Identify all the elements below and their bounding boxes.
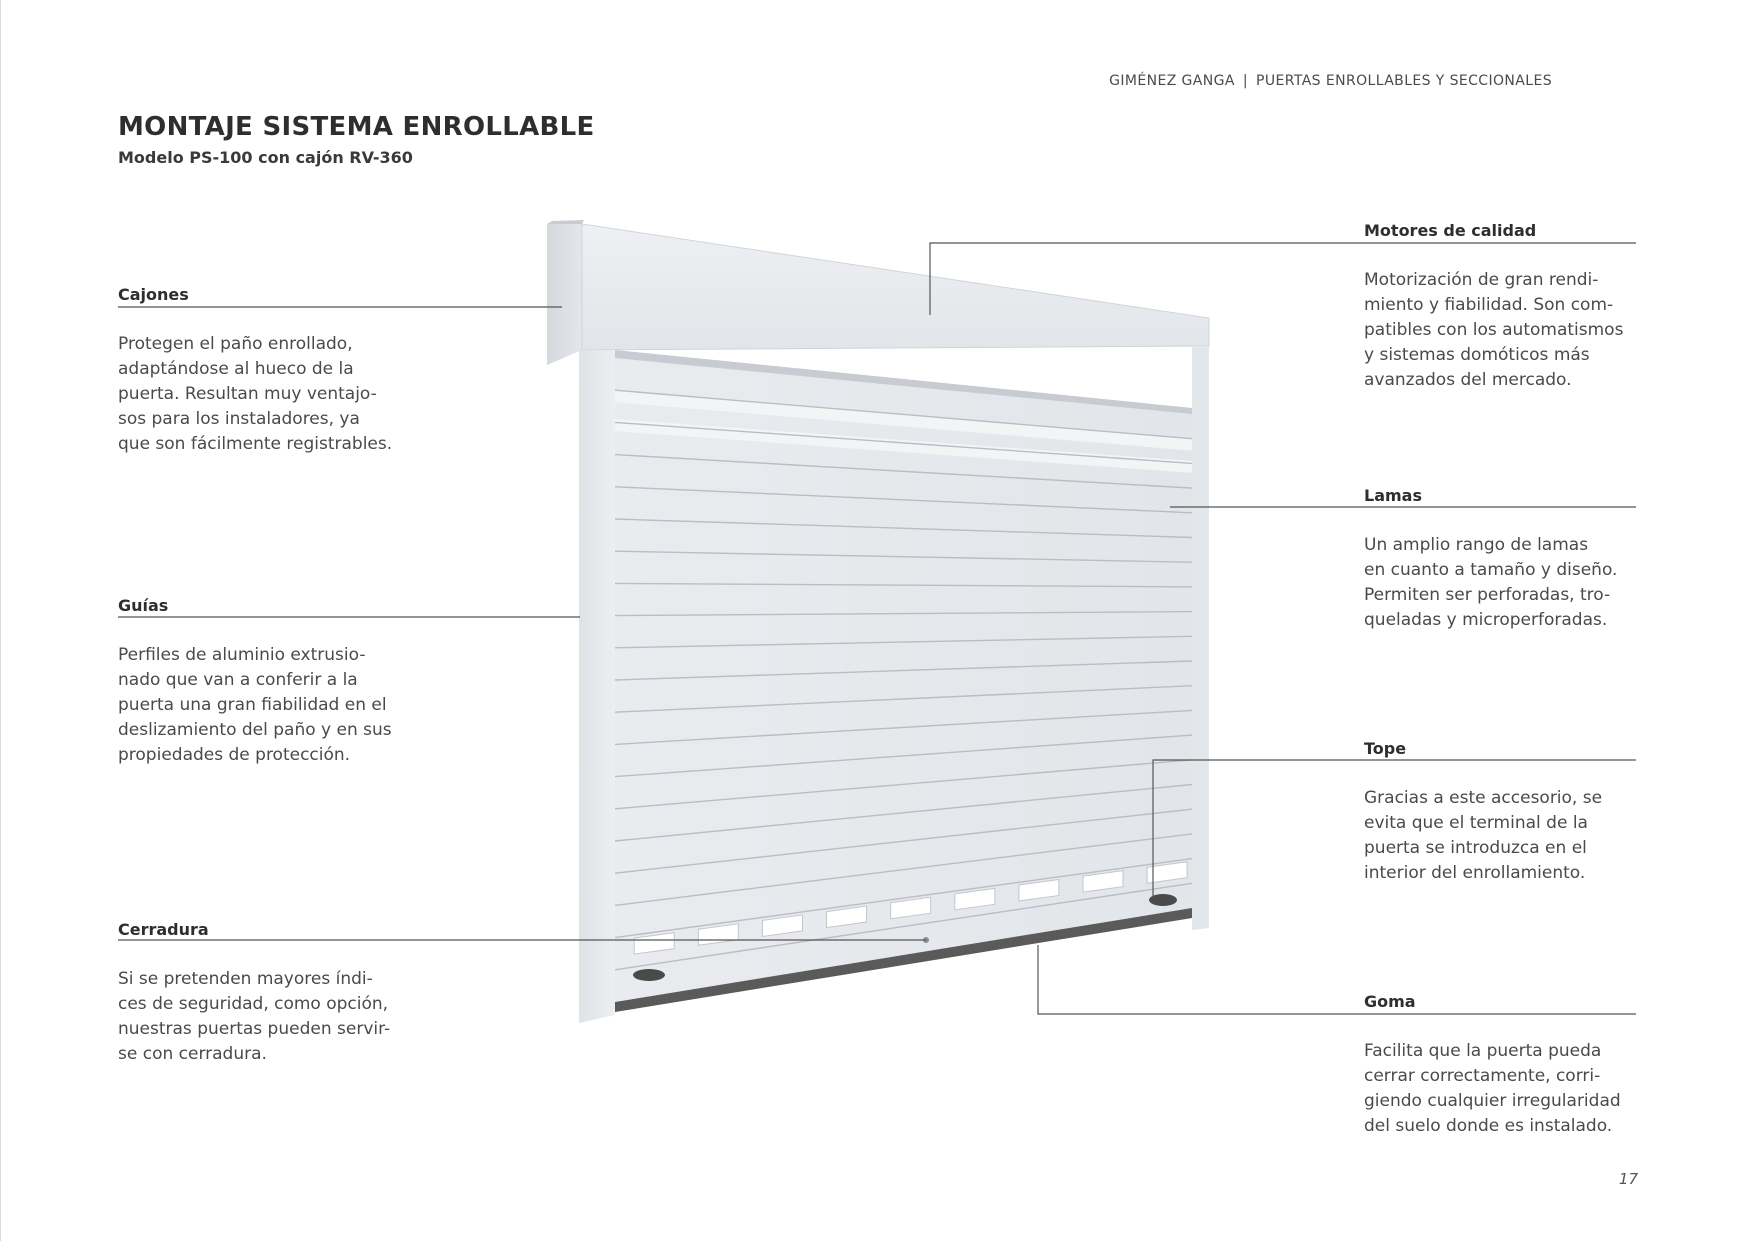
door-casing — [547, 220, 1209, 1023]
feature-heading: Cerradura — [118, 920, 209, 939]
box-side-face — [547, 224, 582, 365]
feature-heading: Cajones — [118, 285, 189, 304]
feature-cajones — [118, 285, 418, 457]
feature-motores — [1364, 221, 1664, 393]
right-guide — [1192, 346, 1209, 930]
feature-description: Protegen el paño enrollado, adaptándose al hueco de la puerta. Resultan muy ventajo- sos para los instaladores, ya que son fácilmente registrables. — [118, 334, 393, 454]
feature-heading: Guías — [118, 596, 169, 615]
feature-description: Si se pretenden mayores índi- ces de seguridad, como opción, nuestras puertas pueden servir- se con cerradura. — [118, 969, 391, 1064]
header-separator: | — [1242, 73, 1248, 89]
feature-description: Facilita que la puerta pueda cerrar correctamente, corri- giendo cualquier irregularidad del suelo donde es instalado. — [1364, 1041, 1621, 1136]
box-top-edge — [547, 220, 584, 224]
feature-tope — [1364, 739, 1664, 886]
page-number: 17 — [1618, 1170, 1638, 1188]
feature-heading: Goma — [1364, 992, 1416, 1011]
left-guide — [579, 350, 615, 1023]
feature-description: Perfiles de aluminio extrusio- nado que van a conferir a la puerta una gran fiabilidad en el deslizamiento del paño y en sus propiedades de protección. — [118, 645, 392, 765]
page-title: MONTAJE SISTEMA ENROLLABLE — [118, 112, 595, 142]
feature-heading: Motores de calidad — [1364, 221, 1537, 240]
feature-goma — [1364, 992, 1664, 1139]
feature-description: Gracias a este accesorio, se evita que el terminal de la puerta se introduzca en el interior del enrollamiento. — [1364, 788, 1603, 883]
feature-lamas — [1364, 486, 1664, 633]
header-brand: GIMÉNEZ GANGA — [1109, 73, 1235, 89]
feature-heading: Lamas — [1364, 486, 1422, 505]
header-section: PUERTAS ENROLLABLES Y SECCIONALES — [1256, 73, 1552, 89]
feature-description: Un amplio rango de lamas en cuanto a tamaño y diseño. Permiten ser perforadas, tro- queladas y microperforadas. — [1364, 535, 1618, 630]
feature-guias — [118, 596, 418, 768]
page-subtitle: Modelo PS-100 con cajón RV-360 — [118, 148, 413, 167]
feature-description: Motorización de gran rendi- miento y fiabilidad. Son com- patibles con los automatismos y sistemas domóticos más avanzados del mercado. — [1364, 270, 1624, 390]
feature-cerradura — [118, 920, 418, 1067]
left-handle — [633, 969, 665, 981]
feature-heading: Tope — [1364, 739, 1407, 758]
